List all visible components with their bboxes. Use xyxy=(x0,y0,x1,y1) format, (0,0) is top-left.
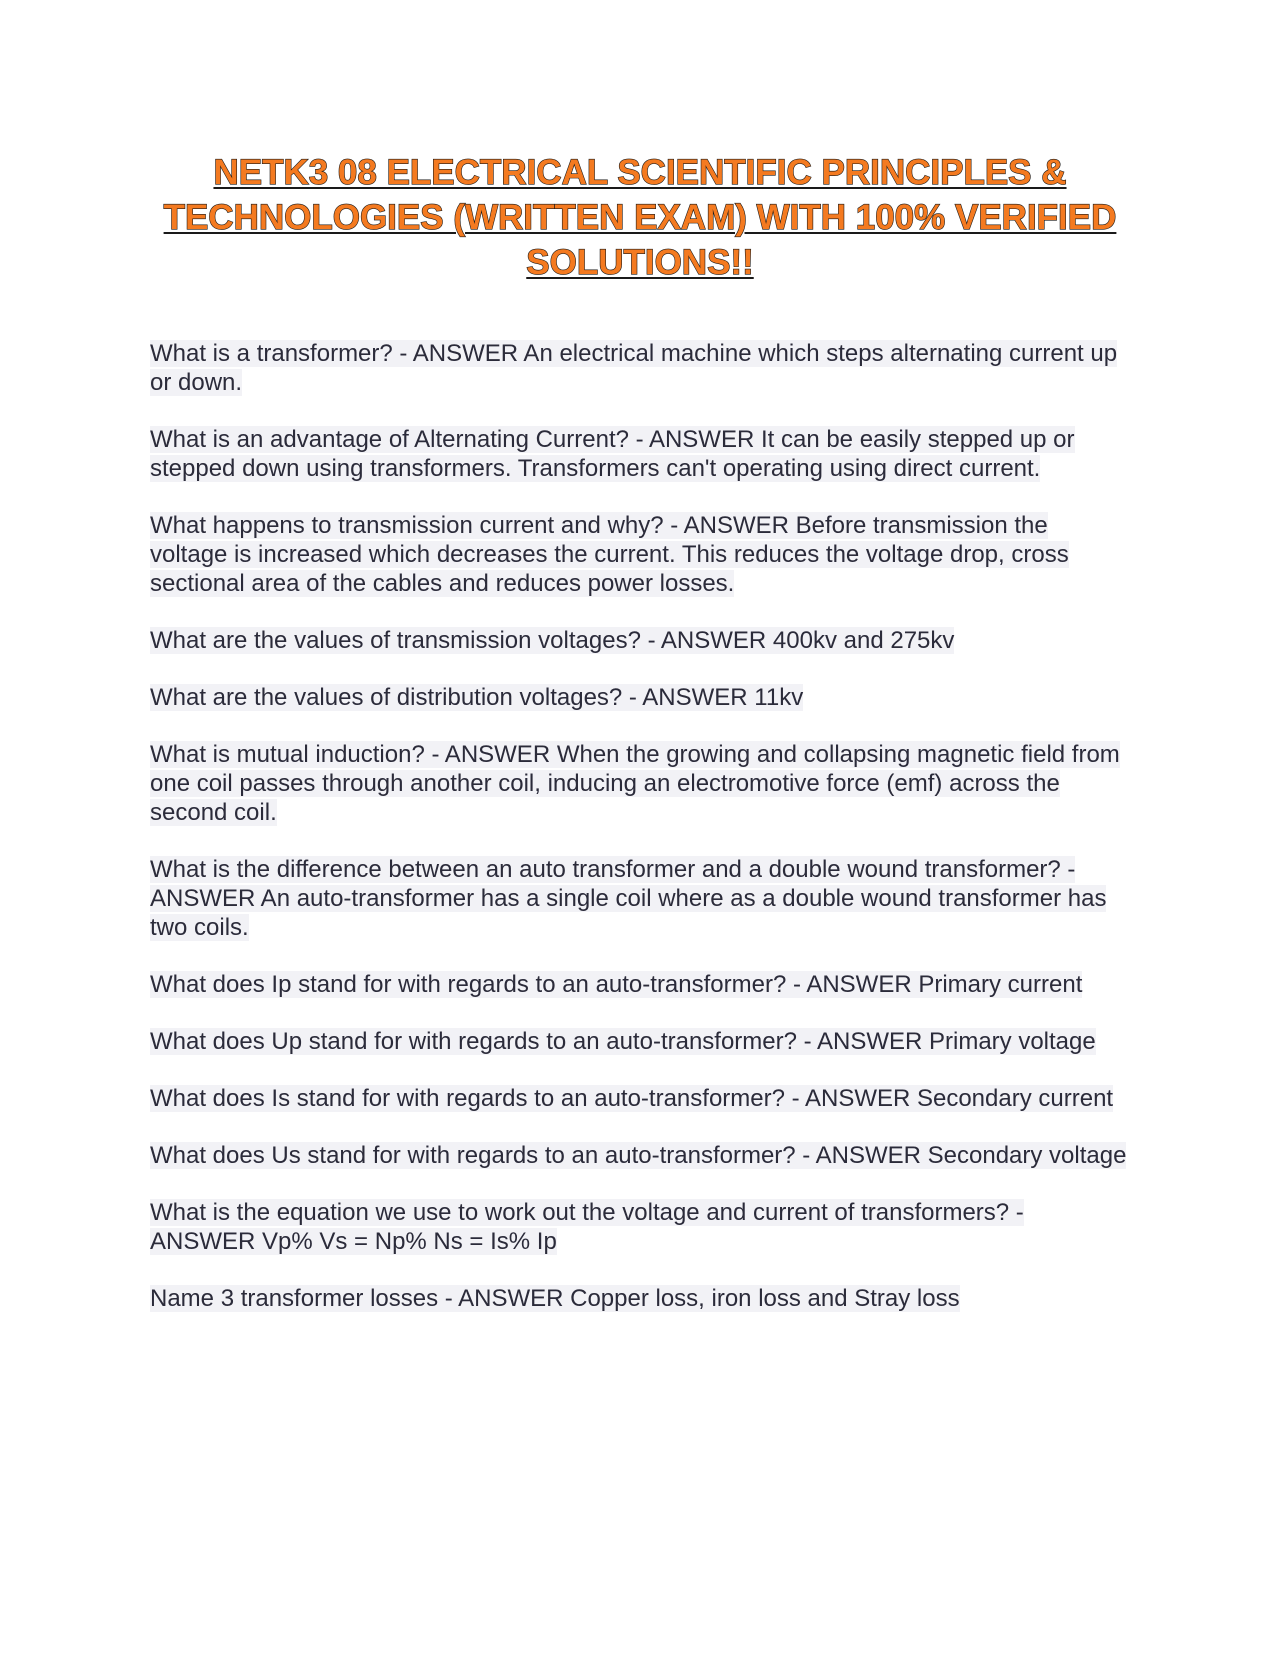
qa-text: Name 3 transformer losses - ANSWER Copper loss, iron loss and Stray loss xyxy=(150,1285,960,1312)
qa-text: What does Up stand for with regards to an auto-transformer? - ANSWER Primary voltage xyxy=(150,1028,1096,1055)
qa-item xyxy=(150,511,1130,598)
qa-item xyxy=(150,339,1130,397)
qa-item xyxy=(150,1198,1130,1256)
qa-text: What does Us stand for with regards to an auto-transformer? - ANSWER Secondary voltage xyxy=(150,1142,1127,1169)
qa-item xyxy=(150,855,1130,942)
document-title: NETK3 08 ELECTRICAL SCIENTIFIC PRINCIPLES & TECHNOLOGIES (WRITTEN EXAM) WITH 100% VERIFIED SOLUTIONS!! xyxy=(163,153,1117,282)
qa-text: What is an advantage of Alternating Current? - ANSWER It can be easily stepped up or stepped down using transformers. Transformers can't operating using direct current. xyxy=(150,426,1075,482)
qa-item xyxy=(150,626,1130,655)
qa-text: What does Ip stand for with regards to an auto-transformer? - ANSWER Primary current xyxy=(150,971,1083,998)
qa-item xyxy=(150,1027,1130,1056)
qa-text: What are the values of transmission voltages? - ANSWER 400kv and 275kv xyxy=(150,627,955,654)
qa-text: What happens to transmission current and why? - ANSWER Before transmission the voltage is increased which decreases the current. This reduces the voltage drop, cross sectional area of the cables and reduces power losses. xyxy=(150,512,1069,597)
qa-item xyxy=(150,740,1130,827)
qa-text: What is the difference between an auto transformer and a double wound transformer? - ANSWER An auto-transformer has a single coil where as a double wound transformer has two coils. xyxy=(150,856,1107,941)
qa-text: What does Is stand for with regards to an auto-transformer? - ANSWER Secondary current xyxy=(150,1085,1114,1112)
qa-item xyxy=(150,970,1130,999)
qa-item xyxy=(150,683,1130,712)
qa-text: What are the values of distribution voltages? - ANSWER 11kv xyxy=(150,684,804,711)
qa-item xyxy=(150,1141,1130,1170)
qa-list xyxy=(150,339,1130,1341)
qa-text: What is the equation we use to work out the voltage and current of transformers? - ANSWER Vp% Vs = Np% Ns = Is% Ip xyxy=(150,1199,1024,1255)
qa-item xyxy=(150,1084,1130,1113)
qa-text: What is a transformer? - ANSWER An electrical machine which steps alternating current up or down. xyxy=(150,340,1118,396)
qa-item xyxy=(150,1284,1130,1313)
qa-item xyxy=(150,425,1130,483)
qa-text: What is mutual induction? - ANSWER When the growing and collapsing magnetic field from one coil passes through another coil, inducing an electromotive force (emf) across the second coil. xyxy=(150,741,1120,826)
